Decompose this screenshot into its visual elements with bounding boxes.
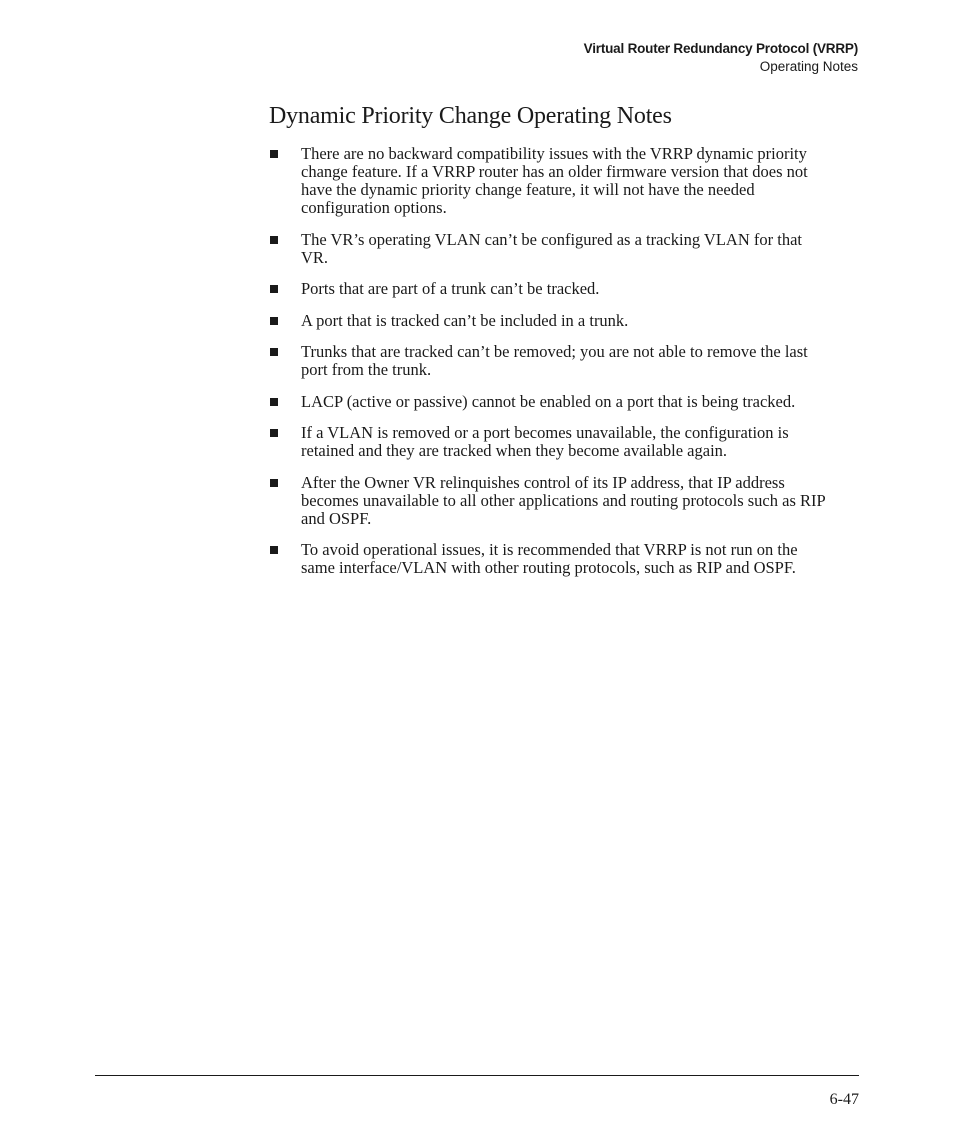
note-item (269, 424, 829, 460)
square-bullet-icon (270, 150, 278, 158)
square-bullet-icon (270, 479, 278, 487)
note-text: To avoid operational issues, it is recommended that VRRP is not run on the same interface/VLAN with other routing protocols, such as RIP and OSPF. (301, 540, 798, 577)
note-text: Trunks that are tracked can’t be removed; you are not able to remove the last port from the trunk. (301, 342, 808, 379)
square-bullet-icon (270, 236, 278, 244)
page-number: 6-47 (829, 1091, 859, 1108)
chapter-title: Virtual Router Redundancy Protocol (VRRP) (583, 41, 858, 56)
note-text: There are no backward compatibility issues with the VRRP dynamic priority change feature. If a VRRP router has an older firmware version that does not have the dynamic priority change feature, it will not have the needed configuration options. (301, 144, 808, 217)
section-heading: Dynamic Priority Change Operating Notes (269, 103, 672, 129)
note-item (269, 231, 829, 267)
square-bullet-icon (270, 398, 278, 406)
note-text: The VR’s operating VLAN can’t be configured as a tracking VLAN for that VR. (301, 229, 802, 267)
note-item (269, 474, 829, 528)
note-text: After the Owner VR relinquishes control of its IP address, that IP address becomes unavailable to all other applications and routing protocols such as RIP and OSPF. (301, 472, 826, 528)
footer-divider (95, 1075, 859, 1076)
section-title: Operating Notes (759, 59, 858, 74)
note-item (269, 541, 829, 577)
note-item (269, 343, 829, 379)
square-bullet-icon (270, 348, 278, 356)
square-bullet-icon (270, 429, 278, 437)
square-bullet-icon (270, 285, 278, 293)
note-item (269, 280, 829, 298)
running-header (584, 40, 858, 76)
operating-notes-list (269, 145, 829, 591)
note-text: If a VLAN is removed or a port becomes unavailable, the configuration is retained and they are tracked when they become available again. (301, 423, 789, 460)
note-text: A port that is tracked can’t be included in a trunk. (301, 310, 629, 330)
note-item (269, 312, 829, 330)
note-text: LACP (active or passive) cannot be enabled on a port that is being tracked. (301, 391, 796, 411)
square-bullet-icon (270, 546, 278, 554)
note-item (269, 145, 829, 217)
note-item (269, 393, 829, 411)
square-bullet-icon (270, 317, 278, 325)
note-text: Ports that are part of a trunk can’t be tracked. (301, 279, 600, 298)
